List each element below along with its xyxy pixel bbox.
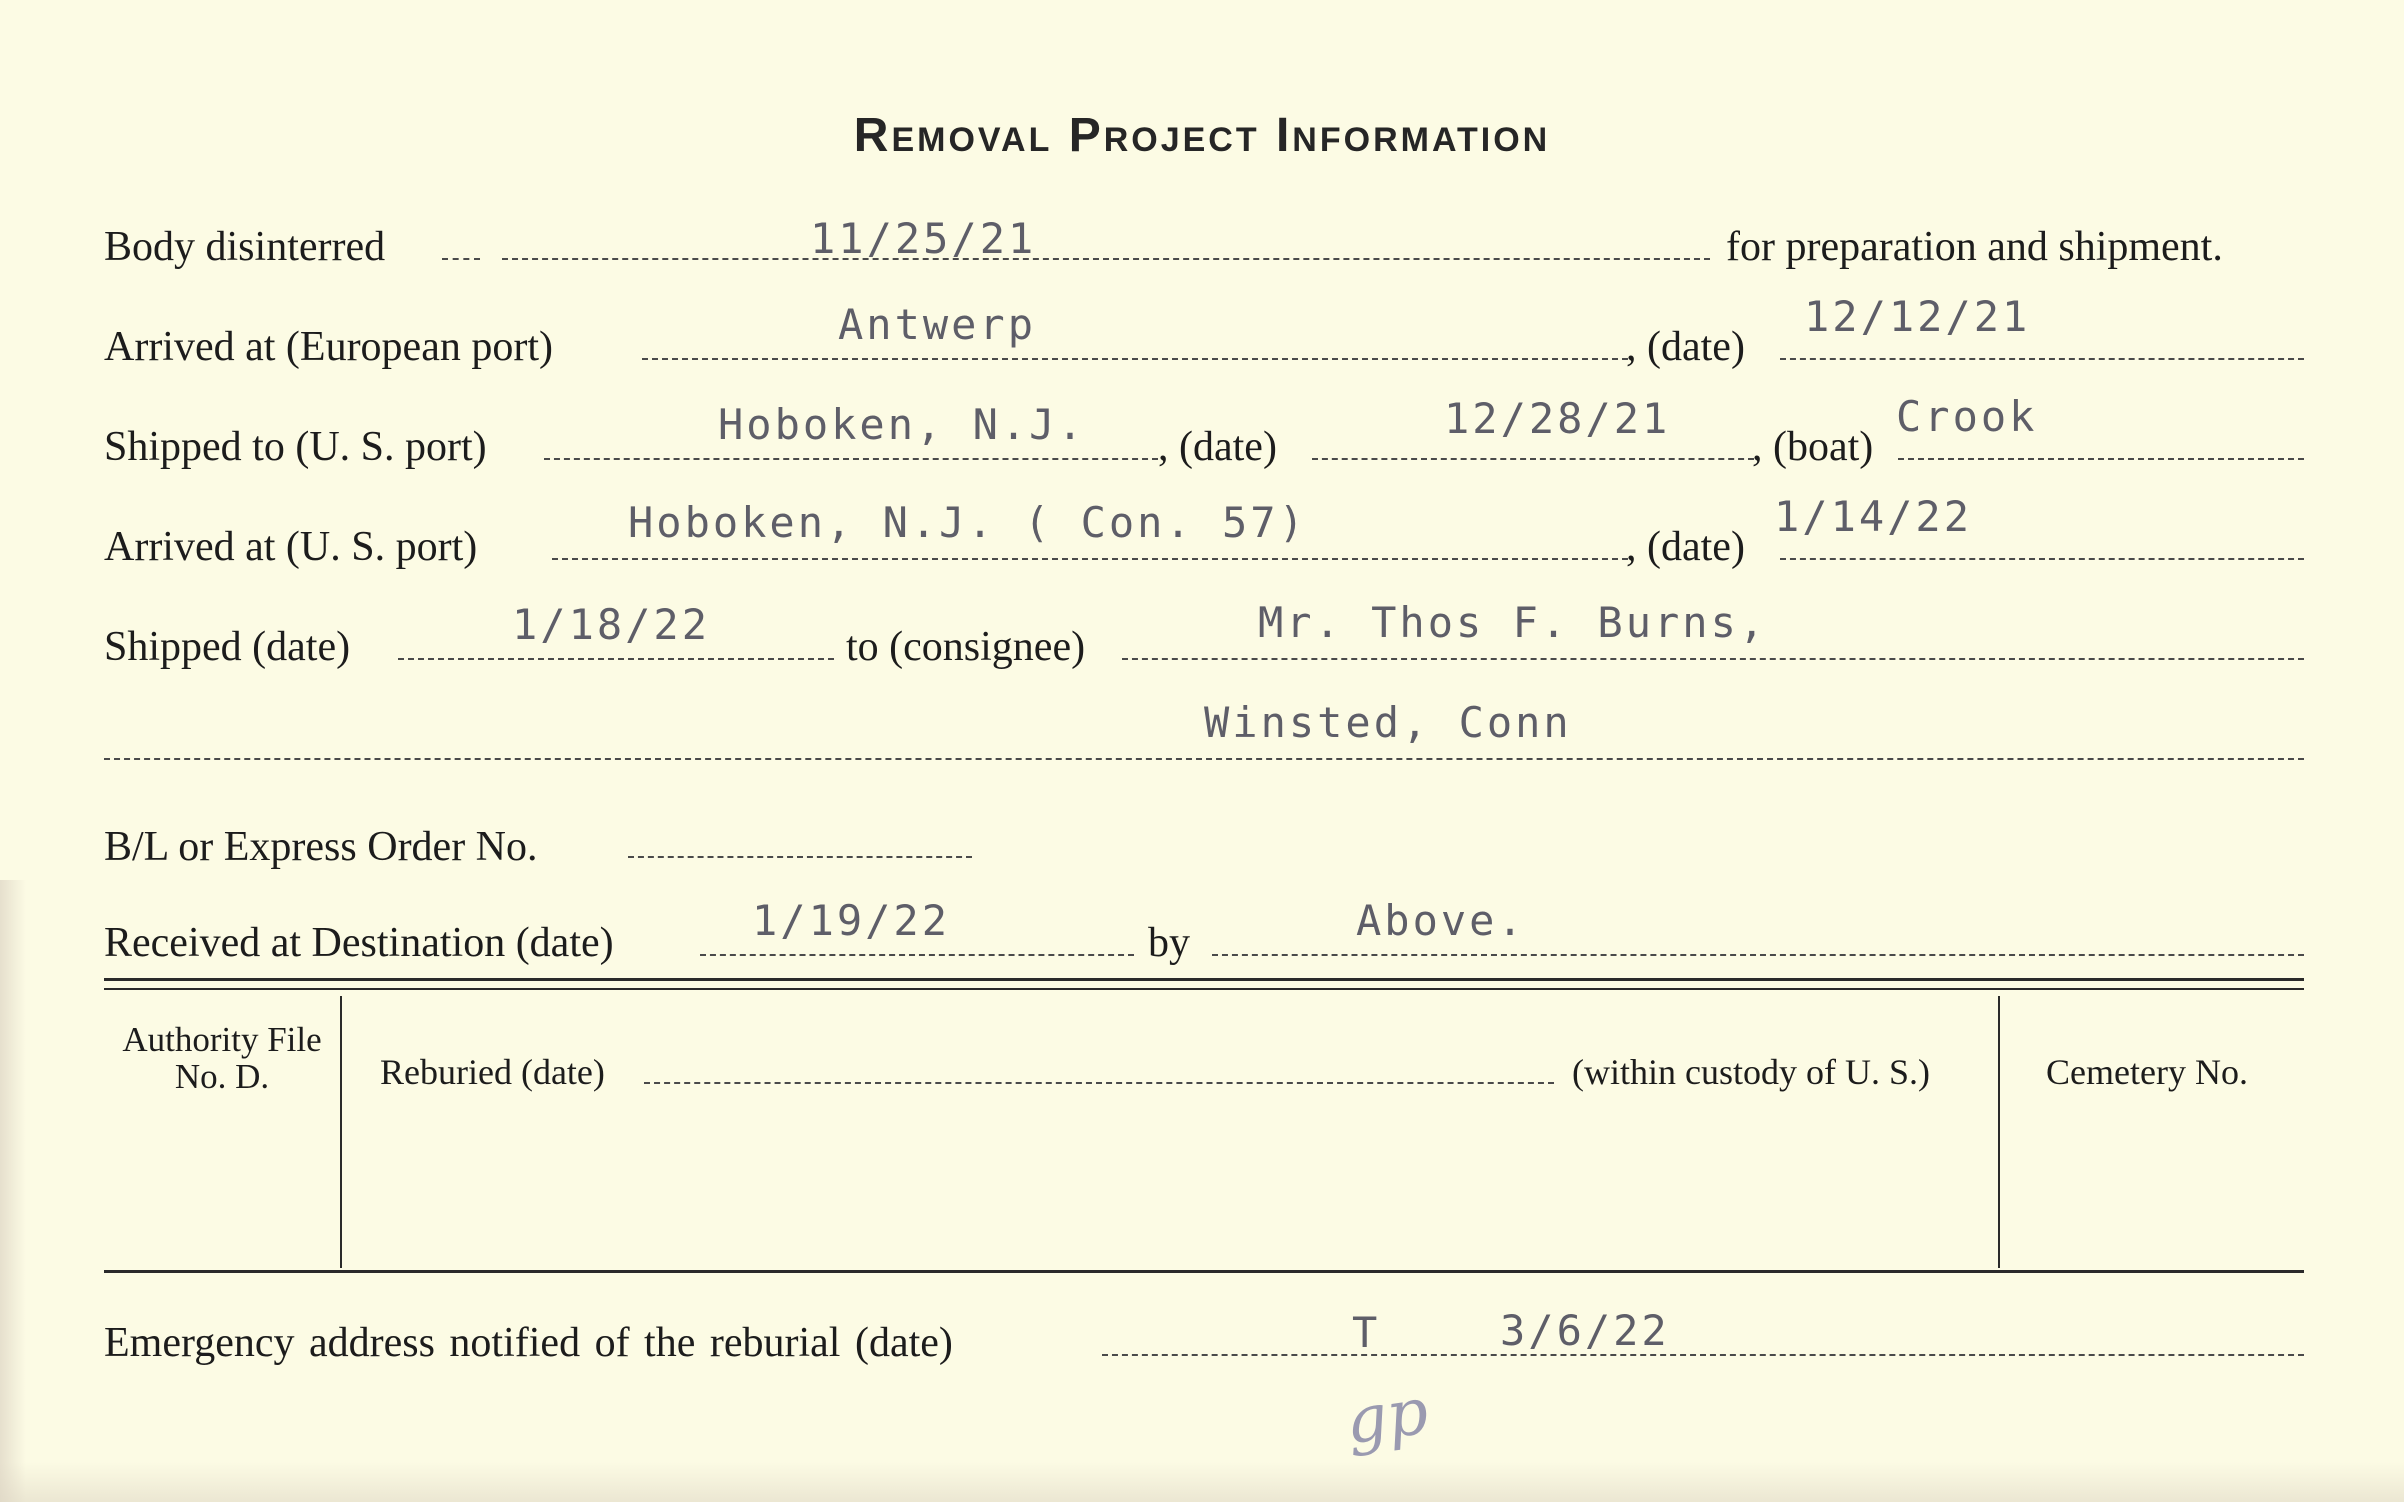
shipped-us-line [544, 458, 1158, 460]
form-title: Removal Project Information [853, 109, 1551, 162]
shipped-us-boat-label: , (boat) [1752, 424, 1874, 470]
bl-line [628, 856, 972, 858]
received-label: Received at Destination (date) [104, 920, 614, 966]
table-divider-left [340, 996, 342, 1268]
emergency-mark: T [1352, 1308, 1381, 1357]
emergency-label: Emergency address notified of the reburial (date) [104, 1320, 953, 1366]
arrived-europe-date-label: , (date) [1626, 324, 1745, 370]
shipped-us-date-line [1312, 458, 1754, 460]
disinterred-line-lead [442, 258, 480, 260]
disinterred-value: 11/25/21 [810, 214, 1037, 263]
shipped-date-line [398, 658, 834, 660]
consignee-name: Mr. Thos F. Burns, [1258, 598, 1768, 647]
bl-label: B/L or Express Order No. [104, 824, 538, 870]
shipped-date: 1/18/22 [512, 600, 711, 649]
reburied-line [644, 1082, 1554, 1084]
arrived-europe-label: Arrived at (European port) [104, 324, 553, 370]
arrived-us-port: Hoboken, N.J. ( Con. 57) [628, 498, 1307, 547]
received-by-line [1212, 954, 2304, 956]
arrived-europe-line [642, 358, 1628, 360]
table-top-rule [104, 978, 2304, 981]
shipped-us-label: Shipped to (U. S. port) [104, 424, 487, 470]
arrived-europe-date: 12/12/21 [1804, 292, 2031, 341]
arrived-europe-date-line [1780, 358, 2304, 360]
consignee-address: Winsted, Conn [1204, 698, 1572, 747]
emergency-date: 3/6/22 [1500, 1306, 1670, 1355]
received-by-label: by [1148, 920, 1190, 966]
arrived-us-date-line [1780, 558, 2304, 560]
table-divider-right [1998, 996, 2000, 1268]
reburied-label: Reburied (date) [380, 1052, 605, 1092]
handwritten-initials: gp [1341, 1374, 1433, 1460]
authority-file-label: Authority File No. D. [122, 1020, 322, 1096]
emergency-line [1102, 1354, 2304, 1356]
shipped-date-label: Shipped (date) [104, 624, 351, 670]
disinterred-line [502, 258, 1710, 260]
card-edge-wear [0, 880, 26, 1502]
shipped-us-boat-line [1898, 458, 2304, 460]
received-date-line [700, 954, 1134, 956]
cemetery-label: Cemetery No. [2046, 1052, 2248, 1092]
disinterred-label: Body disinterred [104, 224, 386, 270]
arrived-us-date-label: , (date) [1626, 524, 1745, 570]
table-bottom-rule [104, 1270, 2304, 1273]
shipped-us-port: Hoboken, N.J. [718, 400, 1086, 449]
disinterred-suffix: for preparation and shipment. [1726, 224, 2223, 270]
received-by: Above. [1356, 896, 1526, 945]
consignee-line-2 [104, 758, 2304, 760]
consignee-line [1122, 658, 2304, 660]
shipped-us-date-label: , (date) [1158, 424, 1277, 470]
shipped-us-date: 12/28/21 [1444, 394, 1671, 443]
arrived-us-date: 1/14/22 [1774, 492, 1973, 541]
consignee-label: to (consignee) [846, 624, 1086, 670]
arrived-europe-port: Antwerp [838, 300, 1037, 349]
arrived-us-label: Arrived at (U. S. port) [104, 524, 478, 570]
arrived-us-line [552, 558, 1628, 560]
table-top-rule-2 [104, 988, 2304, 990]
received-date: 1/19/22 [752, 896, 951, 945]
custody-label: (within custody of U. S.) [1572, 1052, 1930, 1092]
shipped-us-boat: Crook [1896, 392, 2038, 441]
